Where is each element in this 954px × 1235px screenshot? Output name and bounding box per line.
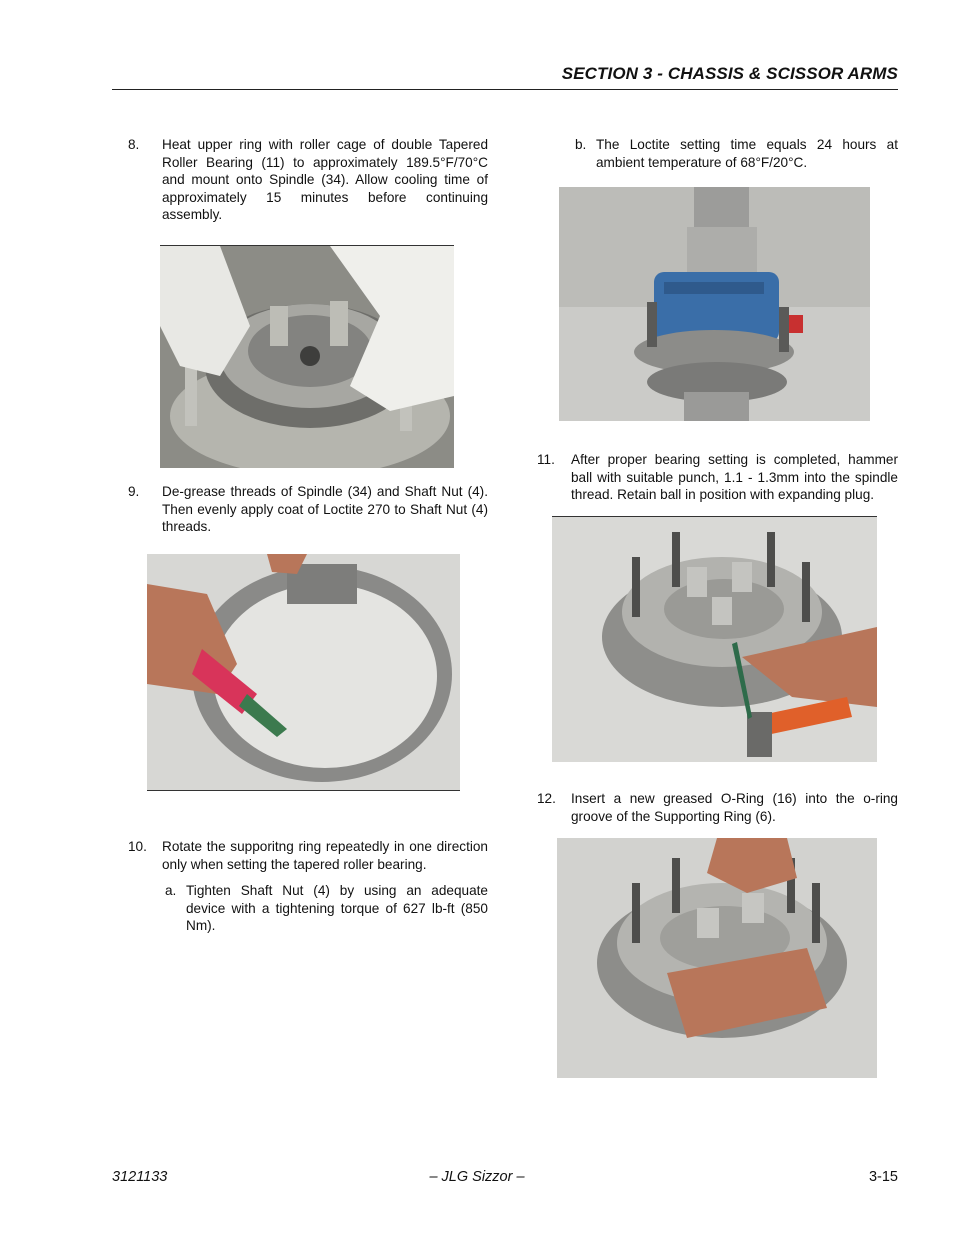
photo-tightening-device	[559, 187, 870, 421]
step-text: De-grease threads of Spindle (34) and Shaft Nut (4). Then evenly apply coat of Loctite 270 to Shaft Nut (4) threads.	[162, 484, 488, 534]
step-10b	[575, 136, 898, 171]
step-9	[128, 483, 488, 536]
step-10	[128, 838, 488, 873]
step-number: 11.	[537, 452, 555, 467]
photo-hammer-punch	[552, 516, 877, 762]
footer-page-number: 3-15	[868, 1169, 898, 1185]
footer-doc-number: 3121133	[112, 1169, 168, 1185]
step-11	[537, 451, 898, 504]
step-text: Rotate the supporitng ring repeatedly in one direction only when setting the tapered roller bearing.	[162, 839, 488, 872]
step-text: Heat upper ring with roller cage of double Tapered Roller Bearing (11) to approximately 189.5°F/70°C and mount onto Spindle (34). Allow cooling time of approximately 15 minutes before continuing assembly.	[162, 137, 488, 222]
photo-loctite-application	[147, 554, 460, 791]
step-number: a.	[165, 883, 177, 898]
footer-center-title: – JLG Sizzor –	[429, 1169, 525, 1185]
photo-oring-insert	[557, 838, 877, 1078]
step-number: 9.	[128, 484, 140, 499]
step-number: 12.	[537, 791, 556, 806]
step-10a	[165, 882, 488, 935]
step-text: After proper bearing setting is completed, hammer ball with suitable punch, 1.1 - 1.3mm into the spindle thread. Retain ball in position with expanding plug.	[571, 452, 898, 502]
step-text: Insert a new greased O-Ring (16) into the o-ring groove of the Supporting Ring (6).	[571, 791, 898, 824]
step-8	[128, 136, 488, 224]
step-number: 8.	[128, 137, 140, 152]
step-text: Tighten Shaft Nut (4) by using an adequate device with a tightening torque of 627 lb-ft (850 Nm).	[186, 883, 488, 933]
section-title: SECTION 3 - CHASSIS & SCISSOR ARMS	[561, 64, 898, 83]
step-number: b.	[575, 137, 587, 152]
header-rule	[112, 89, 898, 90]
step-text: The Loctite setting time equals 24 hours at ambient temperature of 68°F/20°C.	[596, 137, 898, 170]
step-12	[537, 790, 898, 825]
step-number: 10.	[128, 839, 147, 854]
photo-bearing-mount	[160, 245, 454, 468]
